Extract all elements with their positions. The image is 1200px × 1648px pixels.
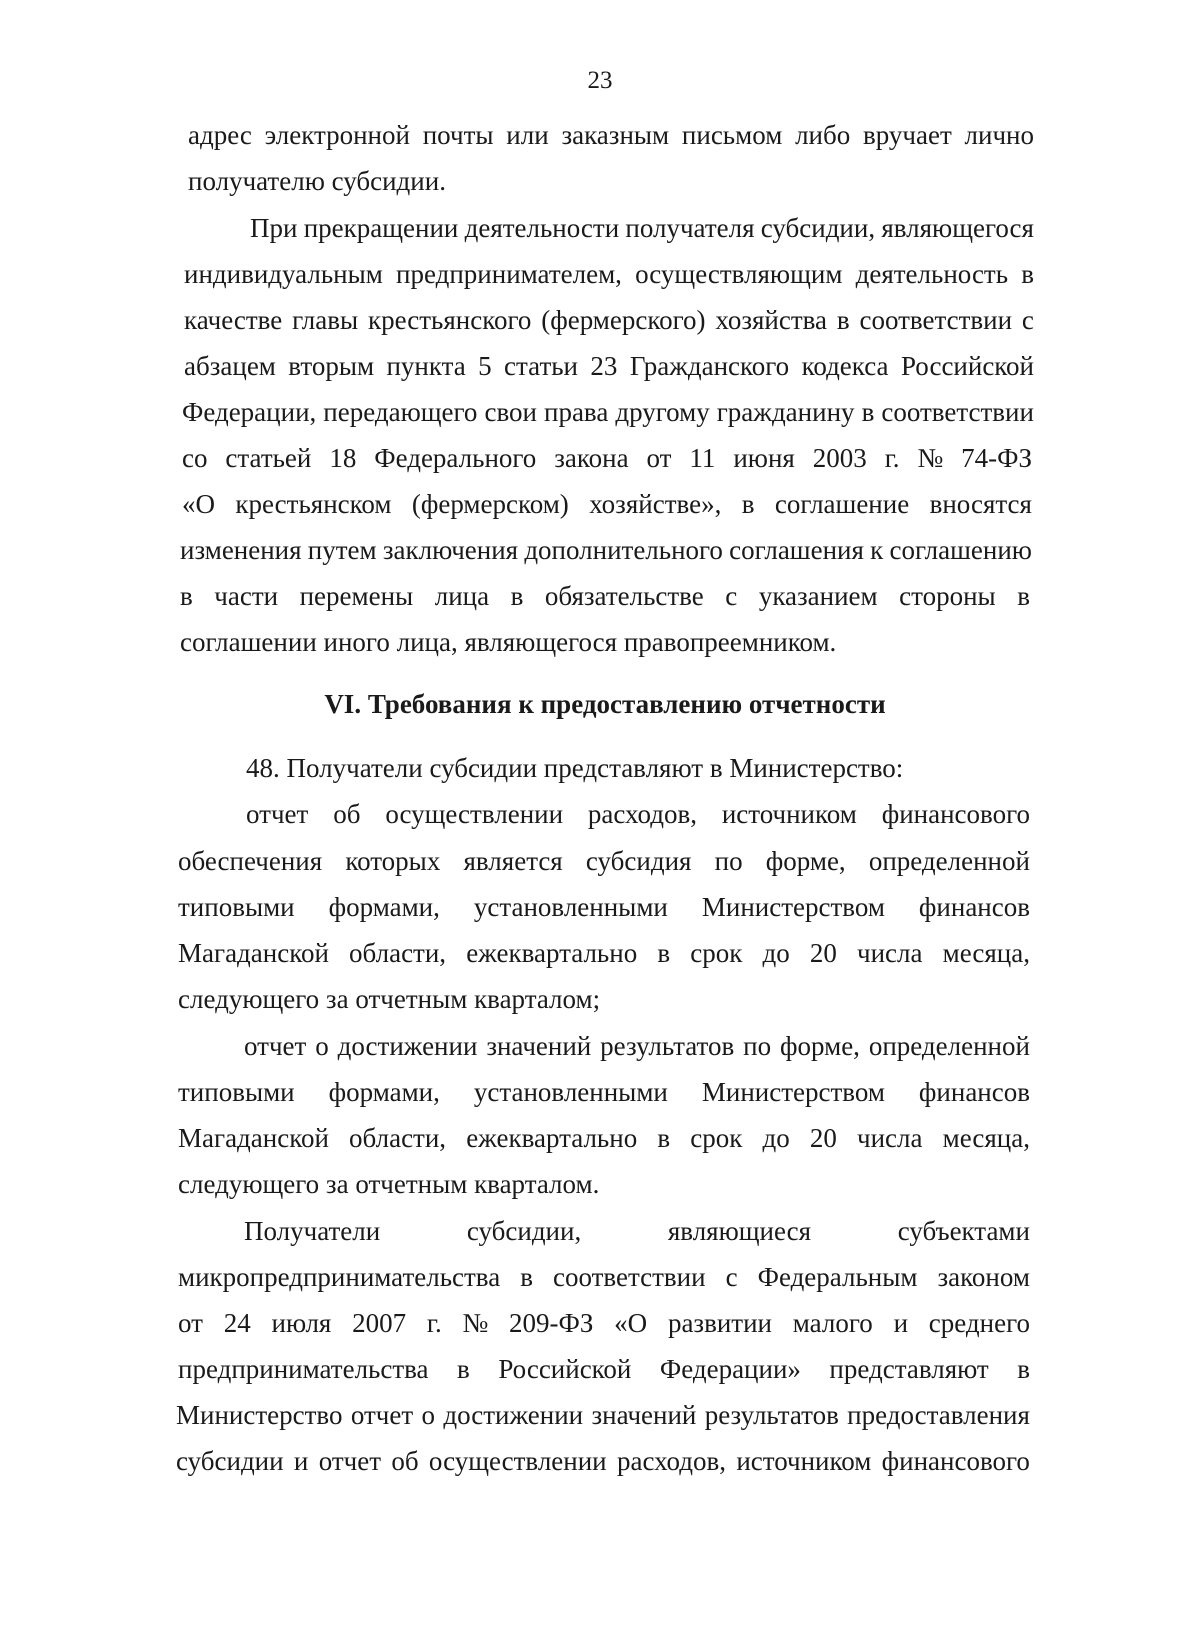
text-line	[180, 534, 1032, 566]
text-line	[178, 1261, 1030, 1293]
text-line	[184, 350, 1034, 382]
text-word: срок	[690, 938, 743, 968]
text-word: Министерство:	[729, 753, 904, 783]
text-word: до	[762, 938, 790, 968]
text-word: об	[391, 1446, 419, 1476]
text-word: №	[462, 1308, 489, 1338]
text-word: месяца,	[942, 1123, 1030, 1153]
text-word: закона	[554, 443, 629, 473]
text-word: в	[709, 753, 723, 783]
text-word: Магаданской	[178, 938, 329, 968]
text-word: Министерство	[176, 1400, 343, 1430]
text-word: микропредпринимательства	[178, 1262, 501, 1292]
text-word: достижении	[337, 1031, 478, 1061]
text-word: осуществляющим	[635, 259, 843, 289]
text-word: отчет	[318, 1446, 381, 1476]
text-word: дополнительного	[524, 535, 723, 565]
text-word: изменения	[180, 535, 302, 565]
text-word: При	[250, 213, 298, 243]
text-word: являющегося	[464, 627, 618, 657]
text-word: субсидии	[176, 1446, 284, 1476]
text-word: либо	[795, 120, 851, 150]
text-word: обеспечения	[178, 846, 323, 876]
text-word: формами,	[328, 892, 440, 922]
text-word: «О	[182, 489, 215, 519]
text-word: с	[725, 581, 738, 611]
text-line	[244, 1030, 1030, 1062]
text-word: июля	[271, 1308, 332, 1338]
text-word: лично	[964, 120, 1034, 150]
text-word: в	[861, 397, 875, 427]
text-word: 11	[689, 443, 716, 473]
text-word: расходов,	[587, 799, 697, 829]
text-word: по	[714, 846, 743, 876]
text-word: от	[646, 443, 672, 473]
text-word: числа	[857, 938, 923, 968]
text-word: стороны	[899, 581, 996, 611]
text-line	[182, 442, 1032, 474]
text-word: кодекса	[801, 351, 889, 381]
text-word: отчет	[350, 1400, 414, 1430]
text-word: в	[657, 1123, 671, 1153]
text-word: области,	[349, 938, 447, 968]
text-line	[180, 626, 1030, 658]
text-word: от	[178, 1308, 203, 1338]
text-line	[250, 212, 1034, 244]
text-word: со	[182, 443, 208, 473]
text-word: 2007	[352, 1308, 407, 1338]
text-word: о	[421, 1400, 435, 1430]
text-word: за	[325, 984, 349, 1014]
text-word: путем	[307, 535, 377, 565]
text-word: в	[741, 489, 755, 519]
text-word: перемены	[299, 581, 414, 611]
text-word: источником	[721, 799, 857, 829]
text-word: срок	[690, 1123, 743, 1153]
text-line	[184, 258, 1034, 290]
text-word: получателя	[625, 213, 755, 243]
text-word: значений	[486, 1031, 592, 1061]
text-word: 18	[329, 443, 357, 473]
text-word: деятельность	[855, 259, 1009, 289]
text-word: в	[1017, 1354, 1030, 1384]
text-line	[178, 1076, 1030, 1108]
text-word: форме,	[780, 1031, 860, 1061]
text-word: и	[293, 1446, 309, 1476]
text-word: осуществлении	[385, 799, 564, 829]
text-word: Федерации,	[182, 397, 317, 427]
text-word: субсидии,	[466, 1216, 582, 1246]
text-word: типовыми	[178, 892, 295, 922]
text-word: ежеквартально	[466, 1123, 638, 1153]
text-word: соглашения	[729, 535, 864, 565]
text-word: в	[836, 305, 850, 335]
text-word: субсидия	[585, 846, 692, 876]
text-word: обязательстве	[544, 581, 704, 611]
text-word: определенной	[868, 1031, 1030, 1061]
text-word: установленными	[473, 1077, 668, 1107]
text-word: 2003	[812, 443, 867, 473]
text-line	[188, 119, 1034, 151]
text-word: финансового	[881, 1446, 1030, 1476]
text-word: расходов,	[616, 1446, 727, 1476]
text-word: получателю	[188, 166, 325, 196]
text-word: 74-ФЗ	[961, 443, 1032, 473]
text-word: 5	[478, 351, 492, 381]
text-word: которых	[345, 846, 441, 876]
text-word: среднего	[928, 1308, 1030, 1338]
text-word: достижении	[443, 1400, 584, 1430]
text-line	[184, 304, 1034, 336]
text-word: Гражданского	[629, 351, 790, 381]
text-word: Министерством	[701, 1077, 885, 1107]
text-word: законом	[937, 1262, 1030, 1292]
text-word: финансов	[918, 1077, 1030, 1107]
text-word: «О	[614, 1308, 648, 1338]
text-word: ежеквартально	[466, 938, 638, 968]
text-word: в	[457, 1354, 470, 1384]
text-word: Российской	[900, 351, 1034, 381]
text-word: соответствии	[553, 1262, 706, 1292]
text-word: малого	[792, 1308, 873, 1338]
text-line	[178, 845, 1030, 877]
text-word: значений	[591, 1400, 697, 1430]
text-word: в	[1017, 581, 1030, 611]
text-word: прекращении	[303, 213, 459, 243]
text-word: заказным	[561, 120, 670, 150]
text-word: кварталом.	[474, 1169, 600, 1199]
text-word: представляют	[829, 1354, 989, 1384]
text-word: Получатели	[244, 1216, 381, 1246]
text-line	[178, 983, 1030, 1015]
text-word: о	[315, 1031, 329, 1061]
text-word: 23	[590, 351, 618, 381]
text-word: в	[657, 938, 671, 968]
text-word: 48.	[246, 753, 280, 783]
text-word: г.	[884, 443, 900, 473]
text-word: хозяйстве»,	[589, 489, 722, 519]
text-word: вторым	[288, 351, 375, 381]
text-line	[180, 580, 1030, 612]
text-word: правопреемником.	[623, 627, 837, 657]
text-word: июня	[733, 443, 795, 473]
text-word: 20	[809, 1123, 837, 1153]
text-word: в	[520, 1262, 533, 1292]
text-word: формами,	[328, 1077, 440, 1107]
text-word: субъектами	[897, 1216, 1030, 1246]
text-line	[246, 798, 1030, 830]
page-number: 23	[587, 67, 613, 94]
text-word: или	[506, 120, 549, 150]
text-word: результатов	[600, 1031, 735, 1061]
text-word: месяца,	[942, 938, 1030, 968]
text-word: соглашению	[889, 535, 1032, 565]
text-word: типовыми	[178, 1077, 295, 1107]
text-word: адрес	[188, 120, 252, 150]
text-line	[178, 891, 1030, 923]
text-word: с	[725, 1262, 738, 1292]
text-line	[176, 1399, 1030, 1431]
text-word: вносятся	[929, 489, 1032, 519]
text-word: лица,	[396, 627, 458, 657]
text-word: качестве	[184, 305, 283, 335]
text-word: статьей	[225, 443, 312, 473]
text-word: Получатели	[286, 753, 423, 783]
text-word: свои	[484, 397, 537, 427]
text-word: следующего	[178, 984, 320, 1014]
text-line	[188, 165, 1034, 197]
text-word: отчетным	[355, 1169, 468, 1199]
text-line	[244, 1215, 1030, 1247]
text-word: являющегося	[881, 213, 1034, 243]
text-word: к	[870, 535, 884, 565]
text-word: по	[743, 1031, 772, 1061]
text-word: установленными	[473, 892, 668, 922]
text-word: в	[1021, 259, 1034, 289]
text-word: в	[180, 581, 193, 611]
text-word: предпринимательства	[178, 1354, 429, 1384]
text-word: (фермерском)	[411, 489, 569, 519]
text-word: является	[463, 846, 563, 876]
text-word: Федеральным	[757, 1262, 918, 1292]
text-word: крестьянском	[235, 489, 392, 519]
text-word: иного	[323, 627, 390, 657]
text-line	[178, 1307, 1030, 1339]
text-word: кварталом;	[474, 984, 601, 1014]
text-word: Министерством	[701, 892, 885, 922]
text-word: предпринимателем,	[396, 259, 622, 289]
text-word: отчет	[246, 799, 309, 829]
text-line	[246, 752, 1030, 784]
text-word: письмом	[681, 120, 783, 150]
text-word: права	[544, 397, 609, 427]
text-word: индивидуальным	[184, 259, 383, 289]
text-word: лица	[434, 581, 490, 611]
section-heading: VI. Требования к предоставлению отчетности	[324, 689, 886, 719]
text-word: другому	[615, 397, 710, 427]
text-line	[178, 1122, 1030, 1154]
text-word: Магаданской	[178, 1123, 329, 1153]
text-word: пункта	[386, 351, 466, 381]
text-word: источником	[736, 1446, 872, 1476]
text-word: соглашение	[774, 489, 910, 519]
text-word: электронной	[264, 120, 410, 150]
text-word: 20	[809, 938, 837, 968]
text-word: заключения	[382, 535, 519, 565]
text-word: 209-ФЗ	[509, 1308, 594, 1338]
text-word: соответствии	[859, 305, 1013, 335]
text-word: и	[893, 1308, 909, 1338]
text-word: субсидии,	[760, 213, 876, 243]
text-word: отчет	[244, 1031, 307, 1061]
text-word: в	[510, 581, 524, 611]
text-word: деятельности	[464, 213, 620, 243]
text-word: Федерации»	[659, 1354, 801, 1384]
text-line	[178, 937, 1030, 969]
text-word: развитии	[667, 1308, 772, 1338]
text-word: области,	[349, 1123, 447, 1153]
text-word: форме,	[765, 846, 846, 876]
text-line	[178, 1353, 1030, 1385]
text-word: хозяйства	[715, 305, 828, 335]
text-word: гражданину	[716, 397, 855, 427]
text-word: предоставления	[847, 1400, 1030, 1430]
text-word: г.	[426, 1308, 442, 1338]
text-word: Федерального	[374, 443, 537, 473]
text-word: осуществлении	[428, 1446, 607, 1476]
text-word: отчетным	[355, 984, 468, 1014]
text-word: результатов	[704, 1400, 839, 1430]
text-word: соглашении	[180, 627, 317, 657]
text-line	[182, 488, 1032, 520]
text-line	[178, 1168, 1030, 1200]
text-word: субсидии	[429, 753, 538, 783]
text-word: главы	[292, 305, 359, 335]
text-word: за	[325, 1169, 349, 1199]
text-word: представляют	[543, 753, 704, 783]
text-word: статьи	[504, 351, 579, 381]
text-word: соответствии	[881, 397, 1034, 427]
text-word: почты	[422, 120, 494, 150]
text-word: с	[1021, 305, 1034, 335]
text-word: передающего	[323, 397, 478, 427]
text-word: №	[917, 443, 944, 473]
text-word: указанием	[758, 581, 878, 611]
text-word: до	[762, 1123, 790, 1153]
text-word: являющиеся	[667, 1216, 812, 1246]
text-line	[176, 1445, 1030, 1477]
text-word: субсидии.	[331, 166, 446, 196]
text-word: Российской	[498, 1354, 632, 1384]
text-word: абзацем	[184, 351, 276, 381]
text-line	[182, 396, 1034, 428]
text-word: определенной	[868, 846, 1030, 876]
text-word: (фермерского)	[541, 305, 706, 335]
text-word: об	[333, 799, 361, 829]
text-word: вручает	[863, 120, 952, 150]
text-word: следующего	[178, 1169, 320, 1199]
text-word: числа	[857, 1123, 923, 1153]
text-word: финансов	[918, 892, 1030, 922]
text-word: финансового	[881, 799, 1030, 829]
text-word: части	[214, 581, 279, 611]
text-word: крестьянского	[368, 305, 532, 335]
text-word: 24	[223, 1308, 251, 1338]
